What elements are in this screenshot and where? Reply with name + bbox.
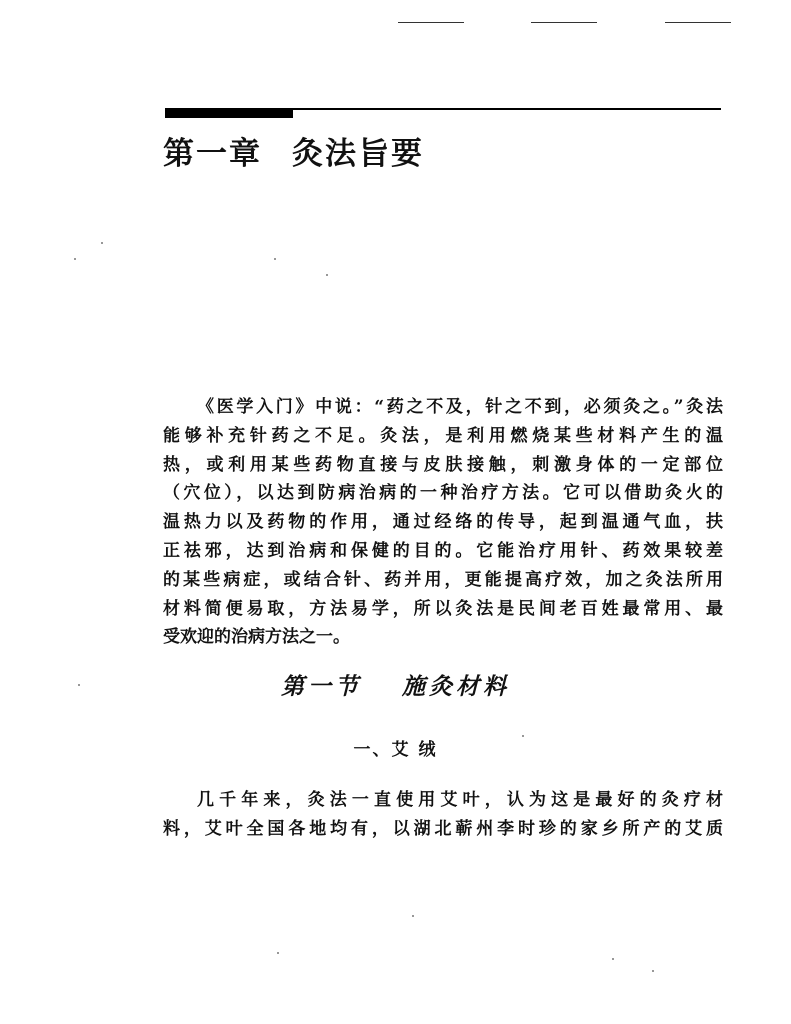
text-line: 材料简便易取，方法易学，所以灸法是民间老百姓最常用、最 [163, 598, 723, 619]
scan-speck [277, 952, 279, 954]
header-rule [665, 22, 731, 23]
chapter-bar [165, 108, 293, 118]
subsection-name: 艾 绒 [391, 740, 438, 760]
text-line: 的某些病症，或结合针、药并用，更能提高疗效，加之灸法所用 [163, 569, 723, 590]
section-heading [0, 668, 791, 701]
section-name: 施灸材料 [402, 673, 510, 700]
text-line: 料，艾叶全国各地均有，以湖北蕲州李时珍的家乡所产的艾质 [163, 818, 723, 839]
subsection-heading [0, 735, 791, 760]
scan-speck [412, 915, 414, 917]
header-rule [531, 22, 597, 23]
intro-paragraph [163, 393, 723, 652]
scan-speck [74, 258, 76, 260]
text-line: 《医学入门》中说：“药之不及，针之不到，必须灸之。”灸法 [197, 397, 723, 417]
chapter-number: 第一章 [163, 136, 262, 172]
text-line: （穴位），以达到防病治病的一种治疗方法。它可以借助灸火的 [163, 483, 723, 504]
scan-speck [101, 242, 103, 244]
text-line: 正祛邪，达到治病和保健的目的。它能治疗用针、药效果较差 [163, 540, 723, 561]
body-paragraph [163, 786, 723, 844]
chapter-name: 灸法旨要 [292, 136, 424, 172]
text-line: 几千年来，灸法一直使用艾叶，认为这是最好的灸疗材 [197, 790, 723, 810]
text-line: 能够补充针药之不足。灸法，是利用燃烧某些材料产生的温 [163, 425, 723, 446]
chapter-title [163, 128, 424, 173]
header-rule [398, 22, 464, 23]
scan-speck [274, 258, 276, 260]
text-line: 热，或利用某些药物直接与皮肤接触，刺激身体的一定部位 [163, 454, 723, 475]
scan-speck [522, 735, 524, 737]
scan-speck [652, 970, 654, 972]
scan-speck [612, 958, 614, 960]
subsection-number: 一、 [353, 740, 392, 760]
text-line: 受欢迎的治病方法之一。 [163, 627, 350, 648]
text-line: 温热力以及药物的作用，通过经络的传导，起到温通气血，扶 [163, 512, 723, 533]
section-number: 第一节 [281, 673, 362, 700]
scan-speck [326, 274, 328, 276]
scan-speck [78, 684, 80, 686]
chapter-rule [293, 108, 721, 110]
